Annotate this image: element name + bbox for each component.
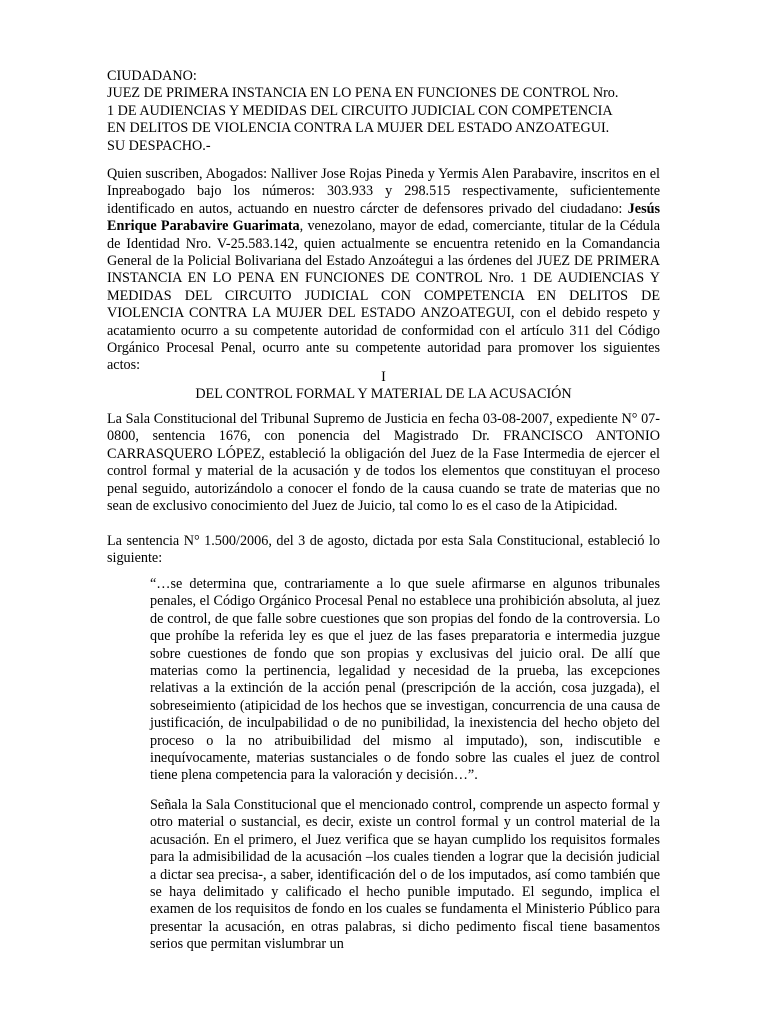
block-quote: “…se determina que, contrariamente a lo que suele afirmarse en algunos tribunales penales, el Código Orgánico Procesal Penal no establece una prohibición absoluta, al juez de control, de que falle sobre cuestiones que son propias del fondo de la controversia. Lo que prohíbe la referida ley es que el juez de las fases preparatoria e intermedia juzgue sobre cuestiones de fondo que son propias y exclusivas del juicio oral. De allí que materias como la pertinencia, legalidad y necesidad de la prueba, las excepciones relativas a la extinción de la acción penal (prescripción de la acción, cosa juzgada), el sobreseimiento (atipicidad de los hechos que se investigan, concurrencia de una causa de justificación, de inculpabilidad o de no punibilidad, la inexistencia del hecho objeto del proceso o la no atribuibilidad del mismo al imputado), son, indiscutible e inequívocamente, materias sustanciales o de fondo sobre las cuales el juez de control tiene plena competencia para la valoración y decisión…”. — [150, 576, 660, 784]
header-line: EN DELITOS DE VIOLENCIA CONTRA LA MUJER DEL ESTADO ANZOATEGUI. — [107, 120, 610, 137]
section-number: I — [381, 369, 386, 385]
section-heading — [107, 369, 660, 404]
intro-text-end: , venezolano, mayor de edad, comerciante, titular de la Cédula de Identidad Nro. V-25.583.142, quien actualmente se encuentra retenido en la Comandancia General de la Policial Bolivariana del Estado Anzoátegui a las órdenes del JUEZ DE PRIMERA INSTANCIA EN LO PENA EN FUNCIONES DE CONTROL Nro. 1 DE AUDIENCIAS Y MEDIDAS DEL CIRCUITO JUDICIAL CON COMPETENCIA EN DELITOS DE VIOLENCIA CONTRA LA MUJER DEL ESTADO ANZOATEGUI, con el debido respeto y acatamiento ocurro a su competente autoridad de conformidad con el artículo 311 del Código Orgánico Procesal Penal, ocurro ante su competente autoridad para promover los siguientes actos: — [107, 218, 661, 374]
header-block — [107, 68, 660, 155]
section-title: DEL CONTROL FORMAL Y MATERIAL DE LA ACUSACIÓN — [195, 386, 572, 403]
header-line: SU DESPACHO.- — [107, 137, 211, 154]
paragraph-sentencia: La sentencia N° 1.500/2006, del 3 de agosto, dictada por esta Sala Constitucional, estableció lo siguiente: — [107, 533, 660, 567]
paragraph-control-formal: Señala la Sala Constitucional que el mencionado control, comprende un aspecto formal y otro material o sustancial, es decir, existe un control formal y un control material de la acusación. En el primero, el Juez verifica que se hayan cumplido los requisitos formales para la admisibilidad de la acusación –los cuales tienden a lograr que la decisión judicial a dictar sea precisa-, a saber, identificación del o de los imputados, así como también que se haya delimitado y calificado el hecho punible imputado. El segundo, implica el examen de los requisitos de fondo en los cuales se fundamenta el Ministerio Público para presentar la acusación, en otras palabras, si dicho pedimento fiscal tiene basamentos serios que permitan vislumbrar un — [150, 797, 660, 953]
intro-text-start: Quien suscriben, Abogados: Nalliver Jose Rojas Pineda y Yermis Alen Parabavire, inscritos en el Inpreabogado bajo los números: 303.933 y 298.515 respectivamente, suficientemente identificado en autos, actuando en nuestro cárcter de defensores privado del ciudadano: — [107, 166, 660, 217]
header-line: 1 DE AUDIENCIAS Y MEDIDAS DEL CIRCUITO JUDICIAL CON COMPETENCIA — [107, 102, 613, 119]
header-line: CIUDADANO: — [107, 68, 197, 84]
client-name: Jesús Enrique Parabavire Guarimata — [107, 200, 660, 235]
intro-paragraph — [107, 166, 660, 375]
paragraph-sala-constitucional: La Sala Constitucional del Tribunal Supremo de Justicia en fecha 03-08-2007, expediente N° 07-0800, sentencia 1676, con ponencia del Magistrado Dr. FRANCISCO ANTONIO CARRASQUERO LÓPEZ, estableció la obligación del Juez de la Fase Intermedia de ejercer el control formal y material de la acusación y de todos los elementos que constituyan el proceso penal seguido, autorizándolo a conocer el fondo de la causa cuando se trate de materias que no sean de exclusivo conocimiento del Juez de Juicio, tal como lo es el caso de la Atipicidad. — [107, 411, 660, 515]
header-line: JUEZ DE PRIMERA INSTANCIA EN LO PENA EN FUNCIONES DE CONTROL Nro. — [107, 85, 619, 102]
